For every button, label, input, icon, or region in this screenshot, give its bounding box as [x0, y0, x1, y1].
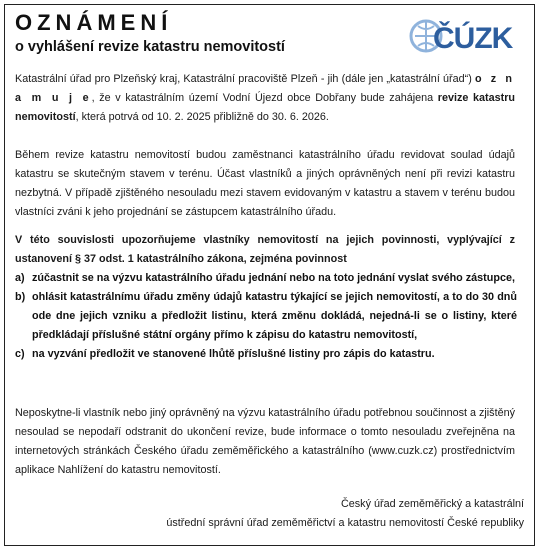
- list-marker: a): [15, 272, 25, 284]
- paragraph-obligations-intro: V této souvislosti upozorňujeme vlastníky nemovitostí na jejich povinnosti, vyplývající z ustanovení § 37 odst. 1 katastrálního zákona, zejména povinnost: [15, 234, 515, 265]
- list-item: [15, 345, 517, 364]
- cuzk-logo: [409, 17, 517, 55]
- intro-text-3: , která potrvá od 10. 2. 2025 přibližně do 30. 6. 2026.: [75, 111, 329, 123]
- list-item-text: zúčastnit se na výzvu katastrálního úřadu jednání nebo na toto jednání vyslat svého zástupce,: [32, 272, 515, 284]
- list-marker: c): [15, 348, 25, 360]
- list-item: [15, 288, 517, 345]
- notice-subtitle: o vyhlášení revize katastru nemovitostí: [15, 39, 285, 55]
- list-item-text: na vyzvání předložit ve stanovené lhůtě příslušné listiny pro zápis do katastru.: [32, 348, 435, 360]
- intro-text-1: Katastrální úřad pro Plzeňský kraj, Katastrální pracoviště Plzeň - jih (dále jen „katastrální úřad“): [15, 73, 472, 85]
- list-item-text: ohlásit katastrálnímu úřadu změny údajů katastru týkající se jejich nemovitostí, a to do 30 dnů ode dne jejich vzniku a předložit listinu, která změnu dokládá, nejedná-li se o listiny, které předkládají příslušné státní orgány přímo k zápisu do katastru nemovitostí,: [32, 291, 517, 341]
- list-marker: b): [15, 291, 26, 303]
- logo-text: ČÚZK: [433, 22, 513, 55]
- revize-phrase: revize katastru nemovitostí: [15, 92, 516, 123]
- list-item: [15, 269, 517, 288]
- paragraph-intro: [15, 70, 515, 127]
- intro-text-2: , že v katastrálním území Vodní Újezd obce Dobřany bude zahájena: [91, 92, 434, 104]
- oznamuje-word: o z n a m u j e: [15, 73, 515, 104]
- notice-title: OZNÁMENÍ: [15, 10, 173, 35]
- signature-line-2: ústřední správní úřad zeměměřictví a katastru nemovitostí České republiky: [166, 517, 524, 529]
- signature-line-1: Český úřad zeměměřický a katastrální: [340, 498, 524, 510]
- paragraph-consequences: Neposkytne-li vlastník nebo jiný oprávněný na výzvu katastrálního úřadu potřebnou součinnost a zjištěný nesoulad se nepodaří odstranit do ukončení revize, bude informace o tomto nesouladu zveřejněna na internetových stránkách Českého úřadu zeměměřického a katastrálního (www.cuzk.cz) prostřednictvím aplikace Nahlížení do katastru nemovitostí.: [15, 407, 515, 476]
- obligations-list: [15, 269, 517, 364]
- paragraph-revision: Během revize katastru nemovitostí budou zaměstnanci katastrálního úřadu revidovat soulad údajů katastru se skutečným stavem v terénu. Účast vlastníků a jiných oprávněných není při revizi katastru nezbytná. V případě zjištěného nesouladu mezi stavem evidovaným v katastru a stavem v terénu budou vlastníci zváni k jeho projednání se zástupcem katastrálního úřadu.: [15, 149, 515, 218]
